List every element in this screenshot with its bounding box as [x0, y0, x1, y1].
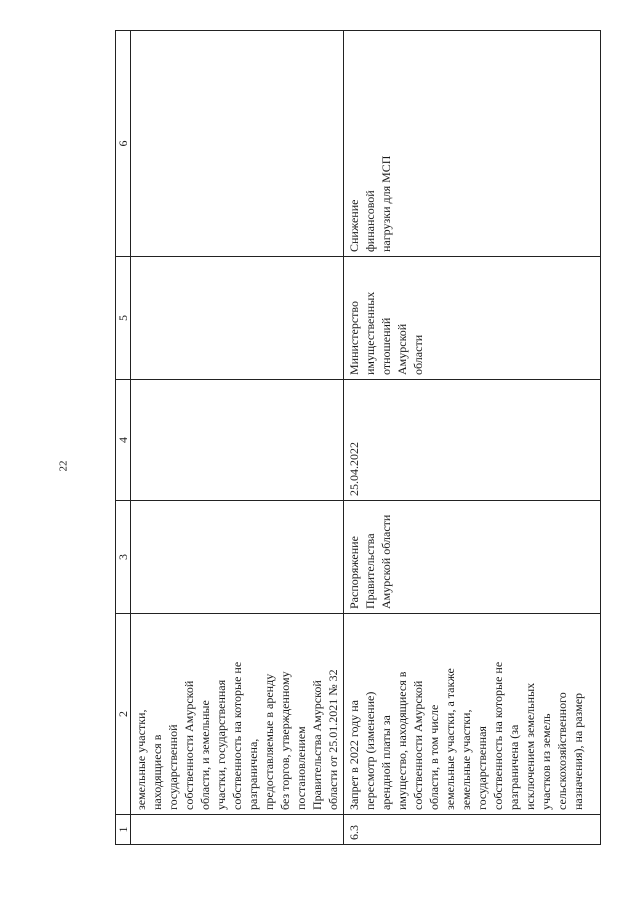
cell-measure: земельные участки, находящиеся в государственной собственности Амурской области, и земельные участки, государственная собственность на которые не разграничена, предоставляемые в аренду без торгов, утвержденному постановлением Правительства Амурской области от 25.01.2021 № 32 [131, 614, 344, 815]
cell-executor [131, 257, 344, 380]
header-col-4: 4 [116, 380, 131, 501]
header-col-2: 2 [116, 614, 131, 815]
table-header-row [116, 31, 131, 845]
table-row [131, 31, 344, 845]
cell-number: 6.3 [344, 815, 601, 845]
cell-effect: Снижение финансовой нагрузки для МСП [344, 31, 601, 257]
page-number: 22 [57, 460, 70, 472]
header-col-1: 1 [116, 815, 131, 845]
cell-date: 25.04.2022 [344, 380, 601, 501]
header-col-3: 3 [116, 501, 131, 614]
rotated-page-content [115, 85, 610, 845]
cell-measure: Запрет в 2022 году на пересмотр (изменение) арендной платы за имущество, находящиеся в собственности Амурской области, в том числе земельные участки, а также земельные участки, государственная собственность на которые не разграничена (за исключением земельных участков из земель сельскохозяйственного назначения), на размер [344, 614, 601, 815]
measures-table [115, 30, 601, 845]
header-col-6: 6 [116, 31, 131, 257]
cell-executor: Министерство имущественных отношений Амурской области [344, 257, 601, 380]
cell-effect [131, 31, 344, 257]
table-row [344, 31, 601, 845]
header-col-5: 5 [116, 257, 131, 380]
cell-document: Распоряжение Правительства Амурской области [344, 501, 601, 614]
cell-document [131, 501, 344, 614]
cell-date [131, 380, 344, 501]
cell-number [131, 815, 344, 845]
